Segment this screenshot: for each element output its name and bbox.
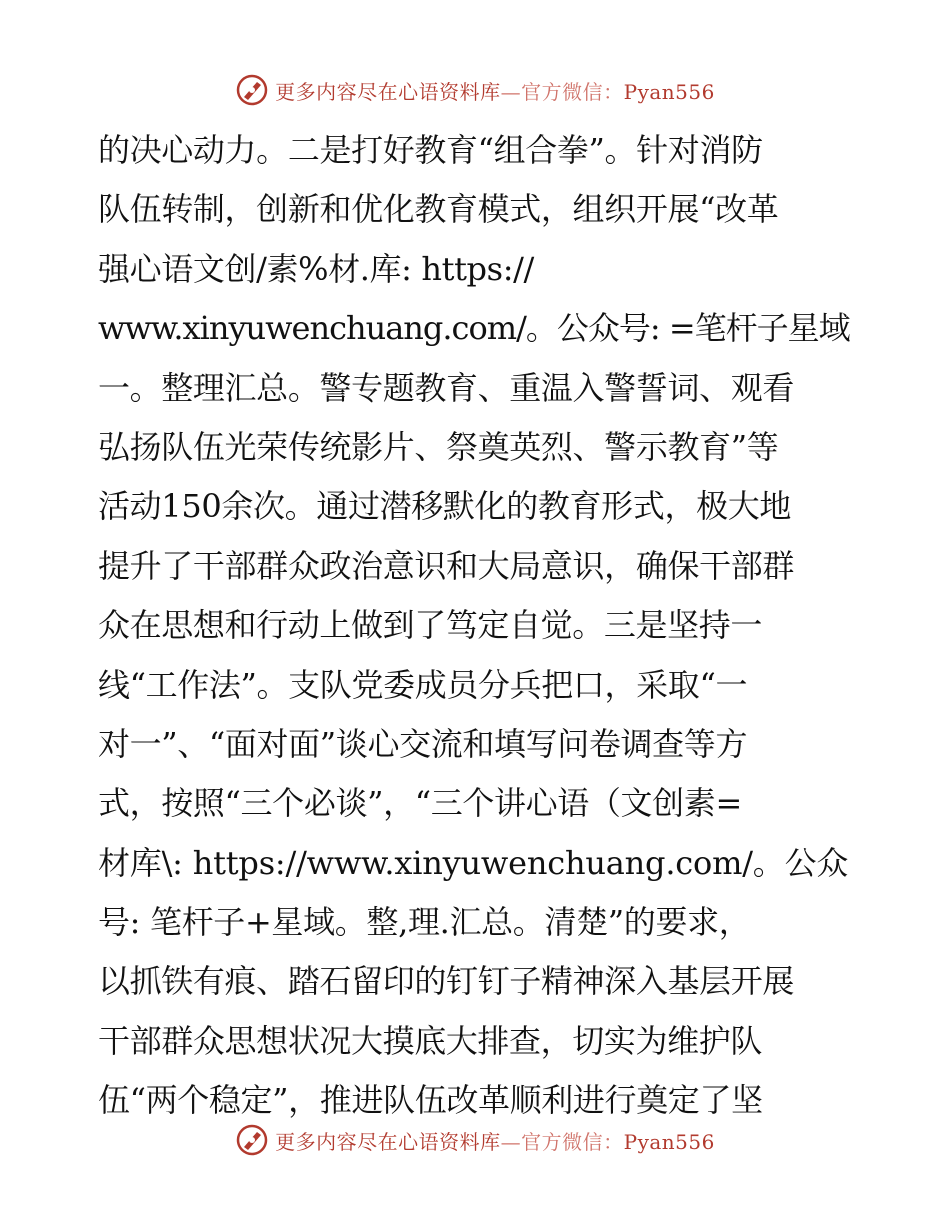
watermark-brand: 更多内容尽在心语资料库 — [275, 79, 501, 104]
watermark-brand: 更多内容尽在心语资料库 — [275, 1129, 501, 1154]
body-line: 材库\: https://www.xinyuwenchuang.com/。公众 — [98, 843, 849, 882]
body-line: 活动150余次。通过潜移默化的教育形式，极大地 — [98, 487, 792, 526]
body-line: www.xinyuwenchuang.com/。公众号: =笔杆子星域 — [98, 309, 850, 348]
body-line: 提升了干部群众政治意识和大局意识，确保干部群 — [98, 546, 795, 585]
body-line: 对一”、“面对面”谈心交流和填写问卷调查等方 — [98, 724, 748, 763]
watermark-account: Pyan556 — [623, 1129, 715, 1154]
page-header-watermark — [0, 70, 950, 110]
body-line: 一。整理汇总。警专题教育、重温入警誓词、观看 — [98, 368, 795, 407]
body-line: 强心语文创/素%材.库: https:// — [98, 249, 534, 288]
pen-seal-icon — [235, 73, 269, 107]
page-footer-watermark — [0, 1120, 950, 1160]
document-body — [98, 121, 858, 1131]
body-line: 线“工作法”。支队党委成员分兵把口，采取“一 — [98, 665, 748, 704]
body-line: 式，按照“三个必谈”，“三个讲心语（文创素= — [98, 784, 742, 823]
body-line: 以抓铁有痕、踏石留印的钉钉子精神深入基层开展 — [98, 962, 795, 1001]
body-line: 干部群众思想状况大摸底大排查，切实为维护队 — [98, 1021, 763, 1060]
watermark-official: —官方微信： — [500, 79, 624, 104]
body-line: 队伍转制，创新和优化教育模式，组织开展“改革 — [98, 190, 779, 229]
body-line: 号: 笔杆子+星域。整,理.汇总。清楚”的要求， — [98, 903, 751, 942]
body-line: 众在思想和行动上做到了笃定自觉。三是坚持一 — [98, 606, 763, 645]
pen-seal-icon — [235, 1123, 269, 1157]
body-line: 伍“两个稳定”，推进队伍改革顺利进行奠定了坚 — [98, 1081, 763, 1120]
body-line: 弘扬队伍光荣传统影片、祭奠英烈、警示教育”等 — [98, 427, 779, 466]
body-line: 的决心动力。二是打好教育“组合拳”。针对消防 — [98, 131, 763, 169]
watermark-official: —官方微信： — [500, 1129, 624, 1154]
watermark-account: Pyan556 — [623, 79, 715, 104]
watermark-label — [275, 76, 715, 105]
watermark-label — [275, 1126, 715, 1155]
